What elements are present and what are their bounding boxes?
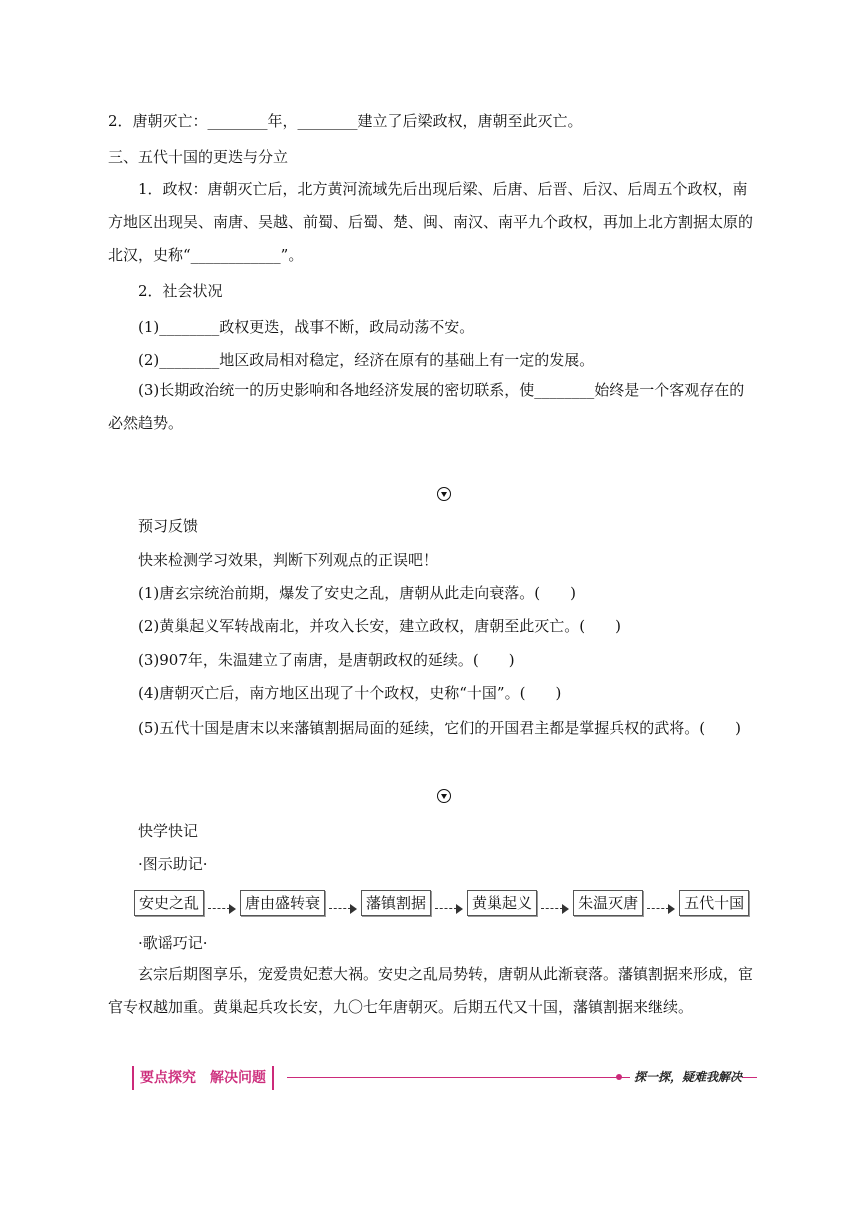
rhyme-paragraph [108, 958, 758, 1024]
preview-item-2: (2)黄巢起义军转战南北，并攻入长安，建立政权，唐朝至此灭亡。( ) [138, 617, 621, 635]
chevron-down-circle-icon [437, 789, 451, 803]
regimes-paragraph [108, 173, 758, 272]
social-item-3-text: (3)长期政治统一的历史影响和各地经济发展的密切联系，使________始终是一个客观存在的必然趋势。 [108, 381, 745, 432]
preview-item-4: (4)唐朝灭亡后，南方地区出现了十个政权，史称“十国”。( ) [138, 684, 562, 702]
quick-title: 快学快记 [138, 822, 199, 840]
flow-box: 朱温灭唐 [573, 890, 643, 916]
arrow-right-icon [541, 891, 569, 915]
social-item-2: (2)________地区政局相对稳定，经济在原有的基础上有一定的发展。 [138, 351, 595, 369]
flow-box: 安史之乱 [134, 890, 204, 916]
memory-flow-diagram [134, 890, 749, 916]
regimes-text: 1．政权：唐朝灭亡后，北方黄河流域先后出现后梁、后唐、后晋、后汉、后周五个政权，南方地区出现吴、南唐、吴越、前蜀、后蜀、楚、闽、南汉、南平九个政权，再加上北方割据太原的北汉，史称“____________”。 [108, 180, 754, 264]
diagram-heading: ·图示助记· [138, 855, 208, 873]
preview-item-5: (5)五代十国是唐末以来藩镇割据局面的延续，它们的开国君主都是掌握兵权的武将。( ) [138, 719, 741, 737]
arrow-right-icon [435, 891, 463, 915]
banner-dot-icon [616, 1074, 622, 1080]
flow-box: 藩镇割据 [361, 890, 431, 916]
tang-fall-line: 2．唐朝灭亡：________年，________建立了后梁政权，唐朝至此灭亡。 [108, 112, 583, 130]
preview-item-1: (1)唐玄宗统治前期，爆发了安史之乱，唐朝从此走向衰落。( ) [138, 584, 576, 602]
banner-title: 要点探究 解决问题 [132, 1066, 274, 1090]
social-item-3 [108, 374, 758, 440]
banner-subtitle: 探一探，疑难我解决 [630, 1068, 742, 1085]
rhyme-heading: ·歌谣巧记· [138, 934, 208, 952]
arrow-right-icon [647, 891, 675, 915]
social-item-1: (1)________政权更迭，战事不断，政局动荡不安。 [138, 318, 475, 336]
flow-box: 五代十国 [679, 890, 749, 916]
arrow-right-icon [329, 891, 357, 915]
flow-box: 黄巢起义 [467, 890, 537, 916]
section-banner [132, 1066, 752, 1092]
social-heading: 2．社会状况 [138, 282, 223, 300]
section-heading-3: 三、五代十国的更迭与分立 [108, 148, 289, 166]
arrow-right-icon [208, 891, 236, 915]
preview-title: 预习反馈 [138, 517, 199, 535]
preview-intro: 快来检测学习效果，判断下列观点的正误吧！ [138, 551, 439, 569]
chevron-down-circle-icon [437, 487, 451, 501]
flow-box: 唐由盛转衰 [240, 890, 325, 916]
rhyme-text: 玄宗后期图享乐，宠爱贵妃惹大祸。安史之乱局势转，唐朝从此渐衰落。藩镇割据来形成，宦官专权越加重。黄巢起兵攻长安，九〇七年唐朝灭。后期五代又十国，藩镇割据来继续。 [108, 965, 754, 1016]
preview-item-3: (3)907年，朱温建立了南唐，是唐朝政权的延续。( ) [138, 651, 515, 669]
